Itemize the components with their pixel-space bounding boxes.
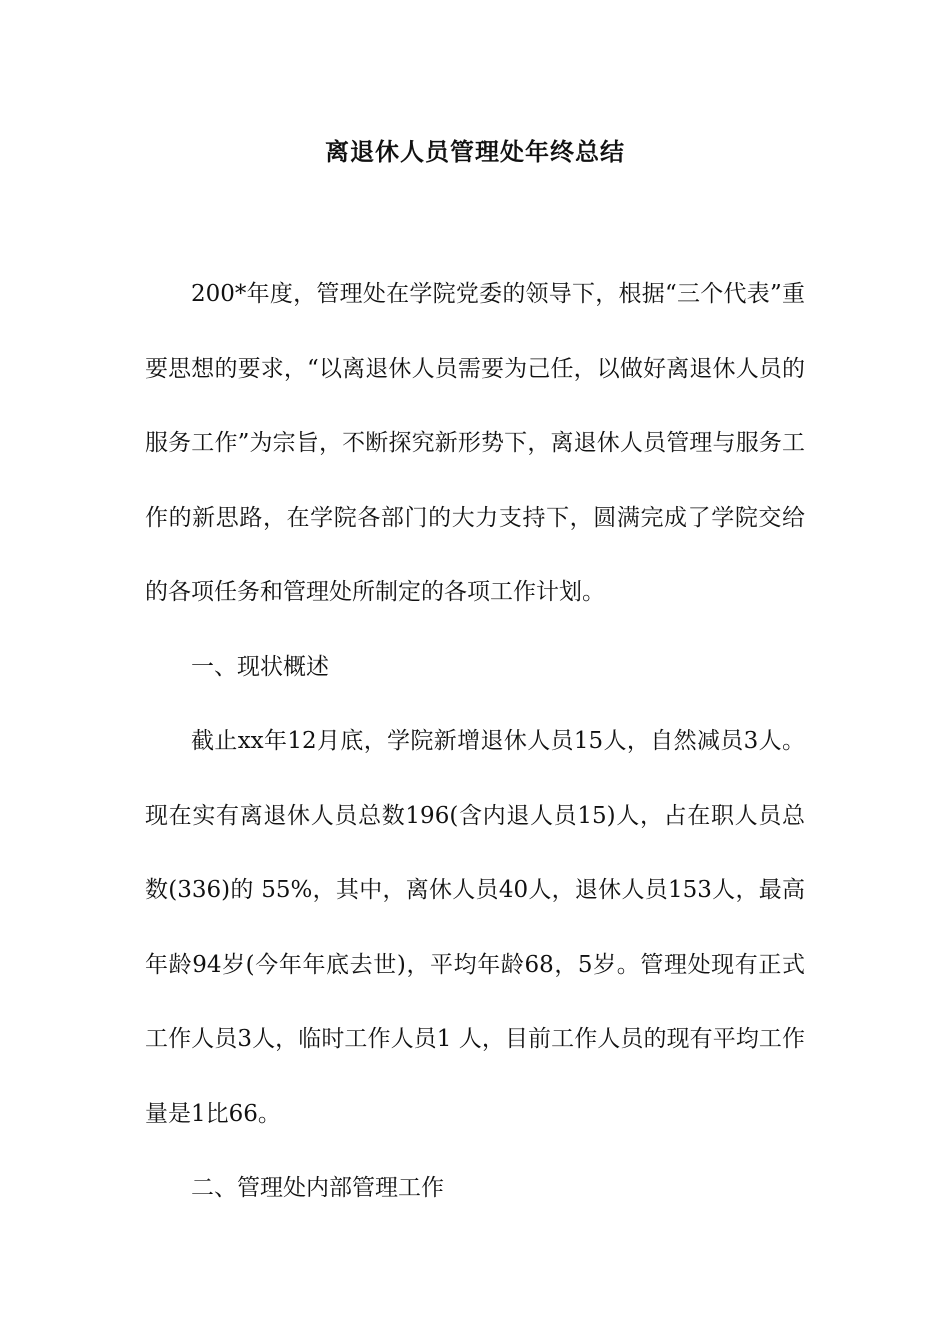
paragraph-status-details: 截止xx年12月底，学院新增退休人员15人，自然减员3人。现在实有离退休人员总数196(含内退人员15)人，占在职人员总数(336)的 55%，其中，离休人员40人，退休人员153人，最高年龄94岁(今年年底去世)，平均年龄68，5岁。管理处现有正式工作人员3人，临时工作人员1 人，目前工作人员的现有平均工作量是1比66。 bbox=[145, 728, 805, 1127]
paragraph-intro: 200*年度，管理处在学院党委的领导下，根据“三个代表”重要思想的要求，“以离退休人员需要为己任，以做好离退休人员的服务工作”为宗旨，不断探究新形势下，离退休人员管理与服务工作的新思路，在学院各部门的大力支持下，圆满完成了学院交给的各项任务和管理处所制定的各项工作计划。 bbox=[145, 281, 805, 605]
section-heading-status-overview: 一、现状概述 bbox=[191, 653, 329, 680]
section-heading-internal-management: 二、管理处内部管理工作 bbox=[191, 1175, 444, 1201]
document-body bbox=[145, 257, 805, 1226]
document-title: 离退休人员管理处年终总结 bbox=[325, 138, 625, 166]
